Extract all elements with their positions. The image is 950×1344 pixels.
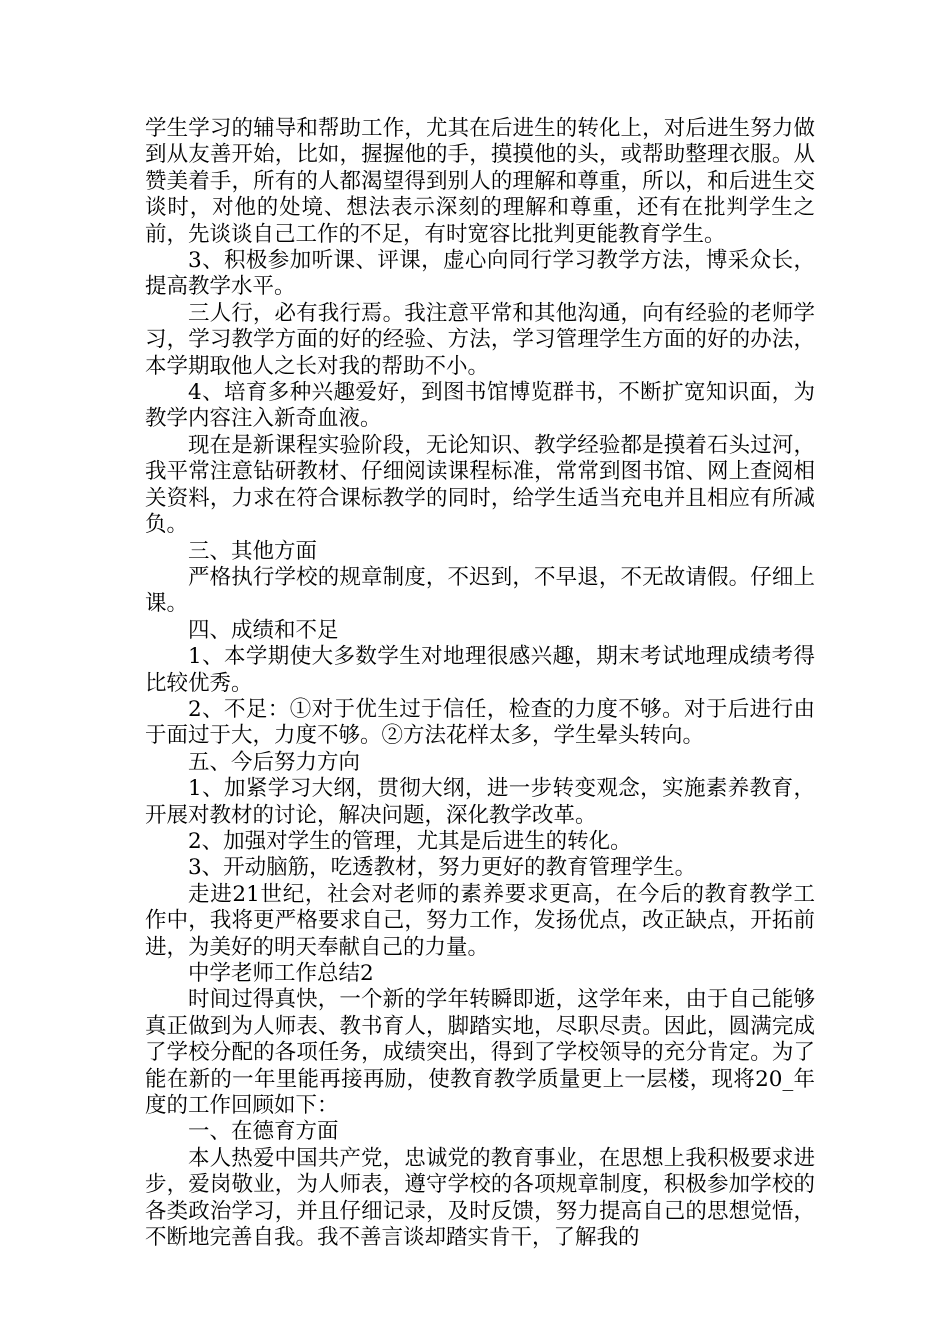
heading-future-direction: 五、今后努力方向 [188,749,361,775]
paragraph-three-people: 三人行，必有我行焉。我注意平常和其他沟通，向有经验的老师学习，学习教学方面的好的经验、方法，学习管理学生方面的好的办法，本学期取他人之长对我的帮助不小。 [145,300,815,379]
paragraph-direction-2: 2、加强对学生的管理，尤其是后进生的转化。 [188,828,632,854]
paragraph-result-2: 2、不足：①对于优生过于信任，检查的力度不够。对于后进行由于面过于大，力度不够。②方法花样太多，学生晕头转向。 [145,696,815,749]
paragraph-result-1: 1、本学期使大多数学生对地理很感兴趣，期末考试地理成绩考得比较优秀。 [145,644,815,696]
heading-moral-education: 一、在德育方面 [188,1119,339,1145]
paragraph-item-4: 4、培育多种兴趣爱好，到图书馆博览群书，不断扩宽知识面，为教学内容注入新奇血液。 [145,380,815,432]
paragraph-direction-3: 3、开动脑筋，吃透教材，努力更好的教育管理学生。 [188,855,697,881]
document-body [145,116,815,1251]
paragraph-new-curriculum: 现在是新课程实验阶段，无论知识、教学经验都是摸着石头过河，我平常注意钻研教材、仔细阅读课程标准，常常到图书馆、网上查阅相关资料，力求在符合课标教学的同时，给学生适当充电并且相应有所减负。 [145,432,815,538]
paragraph-love-party: 本人热爱中国共产党，忠诚党的教育事业，在思想上我积极要求进步，爱岗敬业，为人师表，遵守学校的各项规章制度，积极参加学校的各类政治学习，并且仔细记录，及时反馈，努力提高自己的思想觉悟，不断地完善自我。我不善言谈却踏实肯干，了解我的 [145,1145,815,1251]
paragraph-rules: 严格执行学校的规章制度，不迟到，不早退，不无故请假。仔细上课。 [145,564,815,617]
heading-results: 四、成绩和不足 [188,617,339,643]
heading-other-aspects: 三、其他方面 [188,538,318,564]
paragraph-student-guidance: 学生学习的辅导和帮助工作，尤其在后进生的转化上，对后进生努力做到从友善开始，比如，握握他的手，摸摸他的头，或帮助整理衣服。从赞美着手，所有的人都渴望得到别人的理解和尊重，所以，和后进生交谈时，对他的处境、想法表示深刻的理解和尊重，还有在批判学生之前，先谈谈自己工作的不足，有时宽容比批判更能教育学生。 [145,116,815,247]
paragraph-direction-1: 1、加紧学习大纲，贯彻大纲，进一步转变观念，实施素养教育，开展对教材的讨论，解决问题，深化教学改革。 [145,776,815,828]
heading-summary-2: 中学老师工作总结2 [188,961,374,986]
paragraph-21st-century: 走进21世纪，社会对老师的素养要求更高，在今后的教育教学工作中，我将更严格要求自己，努力工作，发扬优点，改正缺点，开拓前进，为美好的明天奉献自己的力量。 [145,881,815,960]
paragraph-time-flies: 时间过得真快，一个新的学年转瞬即逝，这学年来，由于自己能够真正做到为人师表、教书育人，脚踏实地，尽职尽责。因此，圆满完成了学校分配的各项任务，成绩突出，得到了学校领导的充分肯定。为了能在新的一年里能再接再励，使教育教学质量更上一层楼，现将20_年度的工作回顾如下： [145,987,815,1119]
paragraph-item-3: 3、积极参加听课、评课，虚心向同行学习教学方法，博采众长，提高教学水平。 [145,248,815,300]
